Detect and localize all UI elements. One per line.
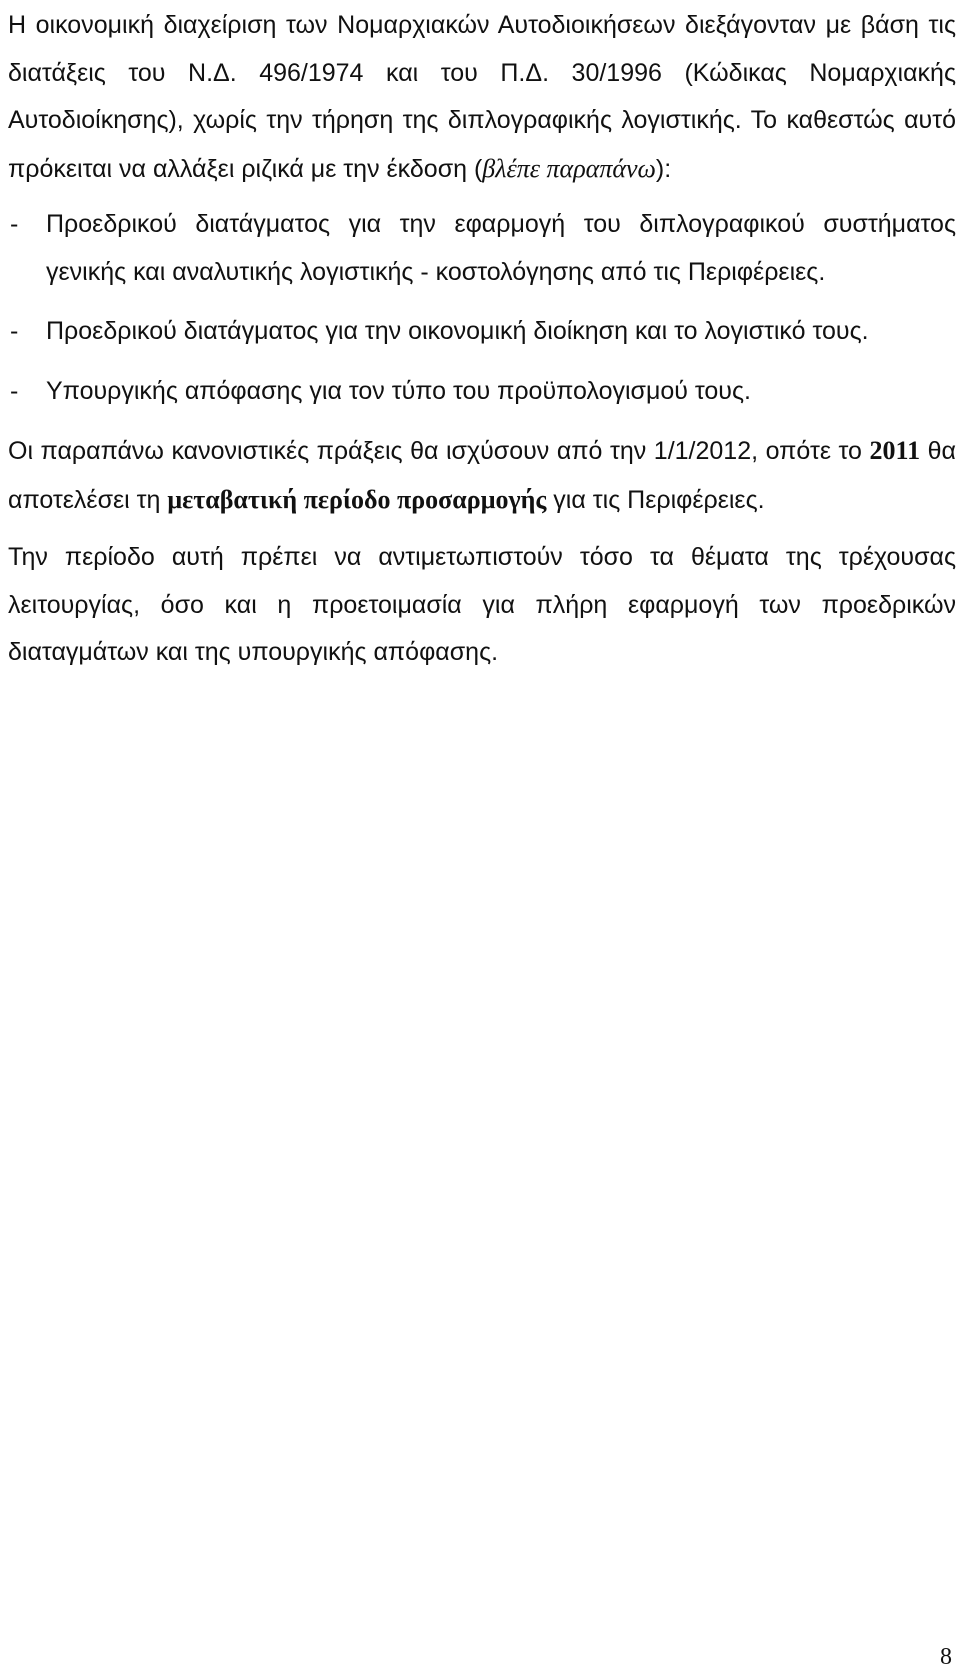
paragraph-transition-middle: θα αποτελέσει τη xyxy=(8,437,956,514)
document-body xyxy=(8,0,956,677)
bullet-list xyxy=(8,201,956,415)
bullet-text: Υπουργικής απόφασης για τον τύπο του προϋπολογισμού τους. xyxy=(46,376,751,405)
bullet-dash: - xyxy=(10,317,19,345)
list-item xyxy=(8,201,956,296)
bullet-dash: - xyxy=(10,210,19,238)
list-item xyxy=(8,368,956,416)
paragraph-intro-italic: βλέπε παραπάνω xyxy=(482,153,656,183)
bullet-text: Προεδρικού διατάγματος για την εφαρμογή του διπλογραφικού συστήματος γενικής και αναλυτικής λογιστικής - κοστολόγησης από τις Περιφέρειες. xyxy=(46,210,956,286)
paragraph-transition-phrase: μεταβατική περίοδο προσαρμογής xyxy=(167,484,547,514)
paragraph-transition-year: 2011 xyxy=(869,436,921,465)
paragraph-closing: Την περίοδο αυτή πρέπει να αντιμετωπιστούν τόσο τα θέματα της τρέχουσας λειτουργίας, όσο και η προετοιμασία για πλήρη εφαρμογή των προεδρικών διαταγμάτων και της υπουργικής απόφασης. xyxy=(8,543,956,666)
paragraph-intro xyxy=(8,2,956,193)
paragraph-intro-tail: ): xyxy=(655,154,672,183)
paragraph-transition xyxy=(8,427,956,524)
paragraph-transition-text: Οι παραπάνω κανονιστικές πράξεις θα ισχύσουν από την 1/1/2012, οπότε το xyxy=(8,437,870,465)
paragraph-transition-tail: για τις Περιφέρειες. xyxy=(546,485,765,514)
page-number: 8 xyxy=(940,1644,952,1670)
list-item xyxy=(8,308,956,356)
bullet-text: Προεδρικού διατάγματος για την οικονομική διοίκηση και το λογιστικό τους. xyxy=(46,317,869,345)
bullet-dash: - xyxy=(10,376,19,405)
paragraph-intro-text: Η οικονομική διαχείριση των Νομαρχιακών Αυτοδιοικήσεων διεξάγονταν με βάση τις διατάξεις του Ν.Δ. 496/1974 και του Π.Δ. 30/1996 (Κώδικας Νομαρχιακής Αυτοδιοίκησης), χωρίς την τήρηση της διπλογραφικής λογιστικής. Το καθεστώς αυτό πρόκειται να αλλάξει ριζικά με την έκδοση ( xyxy=(8,11,956,183)
